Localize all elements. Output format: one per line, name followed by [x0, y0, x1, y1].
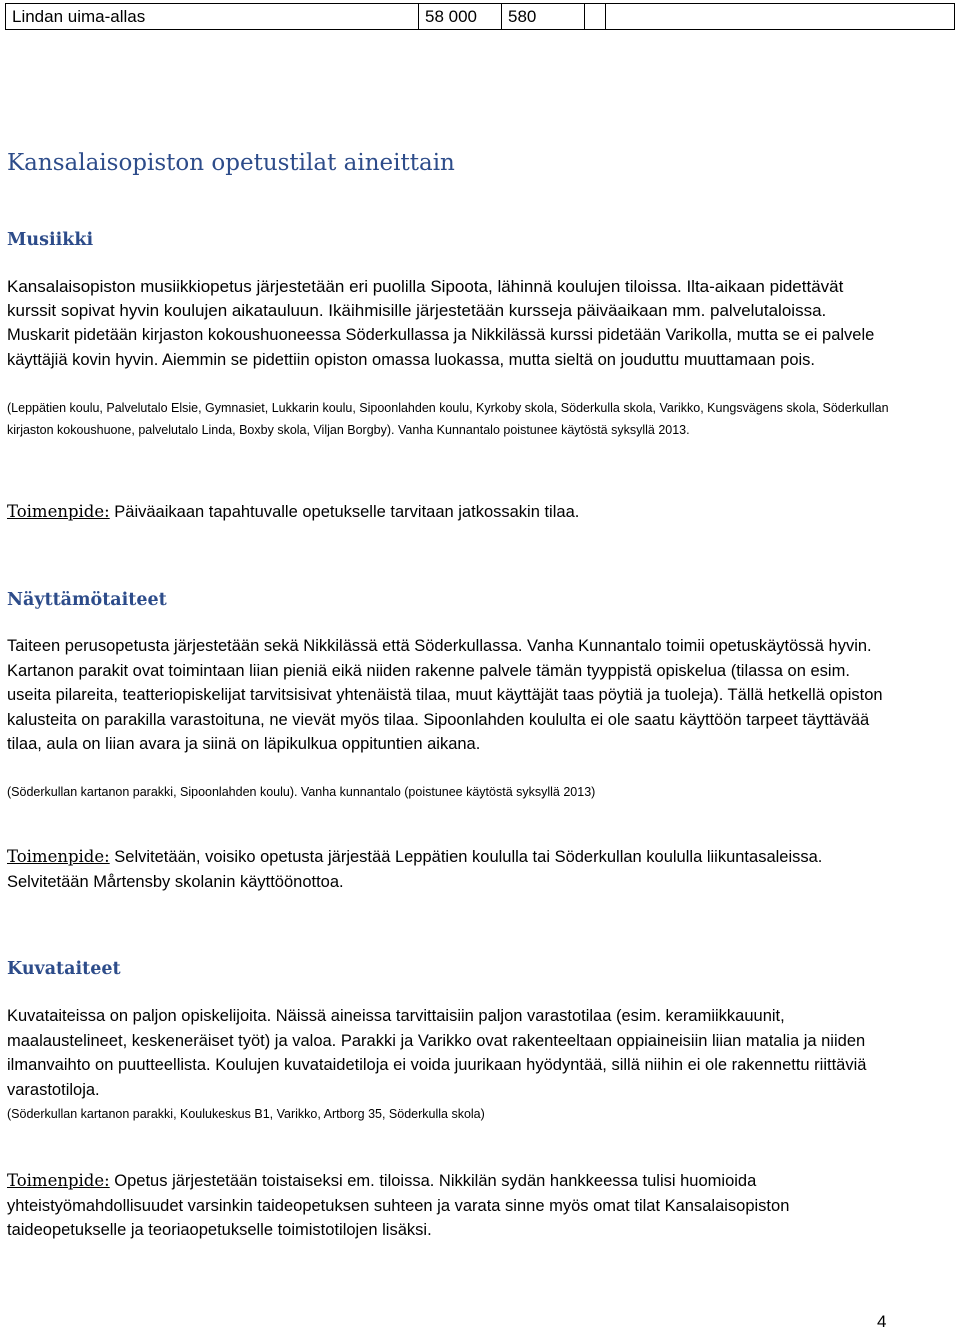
page-number: 4 [877, 1312, 887, 1331]
section-heading-nayttamotaiteet: Näyttämötaiteet [7, 590, 167, 610]
toimenpide-text: Päiväaikaan tapahtuvalle opetukselle tarvitaan jatkossakin tilaa. [109, 503, 580, 521]
toimenpide-label: Toimenpide: [7, 847, 110, 866]
nayttamotaiteet-body: Taiteen perusopetusta järjestetään sekä Nikkilässä että Söderkullassa. Vanha Kunnantalo toimii opetuskäytössä hyvin. Kartanon parakit ovat toimintaan liian pieniä eikä niiden rakenne palvele tämän tyyppistä opiskelua (tilassa on esim. useita pilareita, teatteriopiskelijat tarvitsisivat yhtenäistä tilaa, muut käyttäjät taas pöytiä ja tuoleja). Tällä hetkellä opiston kalusteita on parakilla varastoituna, ne vievät myös tilaa. Sipoonlahden koululta ei ole saatu käyttöön tarpeet täyttävää tilaa, aula on liian avara ja siinä on läpikulkua oppituntien aikana. [7, 637, 883, 753]
table-cell: 580 [502, 4, 585, 30]
nayttamotaiteet-toimenpide [7, 845, 827, 894]
toimenpide-label: Toimenpide: [7, 1171, 110, 1190]
kuvataiteet-places: (Söderkullan kartanon parakki, Koulukeskus B1, Varikko, Artborg 35, Söderkulla skola) [7, 1107, 485, 1121]
table-cell [585, 4, 606, 30]
kuvataiteet-body: Kuvataiteissa on paljon opiskelijoita. Näissä aineissa tarvittaisiin paljon varastotilaa (esim. keramiikkauunit, maalaustelineet, keskeneräiset työt) ja valoa. Parakki ja Varikko ovat rakenteeltaan oppiaineisiin liian matalia ja niiden ilmanvaihto on puutteellista. Koulujen kuvataidetiloja ei voida juurikaan hyödyntää, sillä niihin ei ole rakennettu riittäviä varastotiloja. [7, 1007, 867, 1099]
toimenpide-label: Toimenpide: [7, 502, 110, 521]
toimenpide-text: Opetus järjestetään toistaiseksi em. tiloissa. Nikkilän sydän hankkeessa tulisi huomioida yhteistyömahdollisuudet varsinkin taideopetuksen suhteen ja varata sinne myös omat tilat Kansalaisopiston taideopetukselle ja teoriaopetukselle toimistotilojen lisäksi. [7, 1172, 790, 1239]
section-heading-kuvataiteet: Kuvataiteet [7, 959, 121, 979]
kuvataiteet-toimenpide [7, 1169, 887, 1243]
table-row [5, 3, 955, 30]
musiikki-places: (Leppätien koulu, Palvelutalo Elsie, Gymnasiet, Lukkarin koulu, Sipoonlahden koulu, Kyrkoby skola, Söderkulla skola, Varikko, Kungsvägens skola, Söderkullan kirjaston kokoushuone, palvelutalo Linda, Boxby skola, Viljan Borgby). Vanha Kunnantalo poistunee käytöstä syksyllä 2013. [7, 401, 889, 437]
toimenpide-text: Selvitetään, voisiko opetusta järjestää Leppätien koululla tai Söderkullan koululla liikuntasaleissa. Selvitetään Mårtensby skolanin käyttöönottoa. [7, 848, 823, 891]
musiikki-toimenpide [7, 500, 907, 525]
table-cell: 58 000 [419, 4, 502, 30]
table-cell: Lindan uima-allas [6, 4, 419, 30]
musiikki-intro: Kansalaisopiston musiikkiopetus järjestetään eri puolilla Sipoota, lähinnä koulujen tiloissa. Ilta-aikaan pidettävät kurssit sopivat hyvin koulujen aikatauluun. Ikäihmisille järjestetään kursseja päiväaikaan mm. palvelutaloissa. [7, 277, 844, 321]
musiikki-paragraph [7, 275, 887, 372]
section-heading-musiikki: Musiikki [7, 230, 94, 250]
nayttamotaiteet-places: (Söderkullan kartanon parakki, Sipoonlahden koulu). Vanha kunnantalo (poistunee käytöstä syksyllä 2013) [7, 785, 596, 799]
musiikki-text: Muskarit pidetään kirjaston kokoushuoneessa Söderkullassa ja Nikkilässä kurssi pidetään Varikolla, mutta se ei palvele käyttäjiä kovin hyvin. Aiemmin se pidettiin opiston omassa luokassa, mutta sieltä on jouduttu muuttamaan pois. [7, 326, 875, 369]
page-title: Kansalaisopiston opetustilat aineittain [7, 150, 455, 176]
table-cell [606, 4, 955, 30]
